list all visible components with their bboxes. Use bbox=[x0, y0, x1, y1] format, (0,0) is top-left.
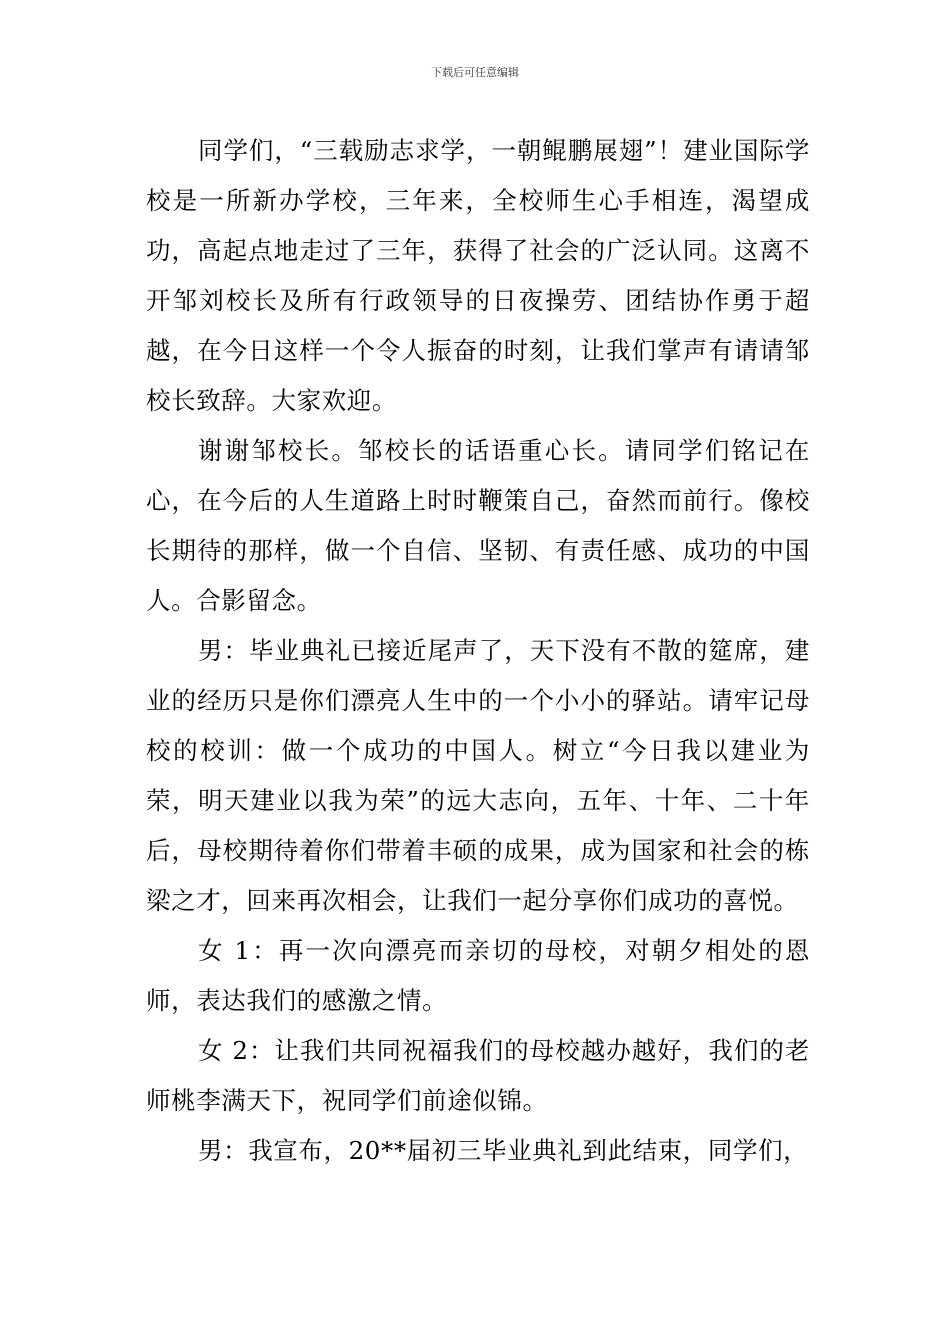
page-header-note: 下载后可任意编辑 bbox=[431, 66, 519, 79]
paragraph-thanks-principal: 谢谢邹校长。邹校长的话语重心长。请同学们铭记在心，在今后的人生道路上时时鞭策自己，奋然而前行。像校长期待的那样，做一个自信、坚韧、有责任感、成功的中国人。合影留念。 bbox=[146, 436, 810, 615]
document-body bbox=[146, 126, 810, 1176]
paragraph-male-closing: 男：毕业典礼已接近尾声了，天下没有不散的筵席，建业的经历只是你们漂亮人生中的一个小小的驿站。请牢记母校的校训：做一个成功的中国人。树立“今日我以建业为荣，明天建业以我为荣”的远大志向，五年、十年、二十年后，母校期待着你们带着丰硕的成果，成为国家和社会的栋梁之才，回来再次相会，让我们一起分享你们成功的喜悦。 bbox=[146, 636, 810, 915]
paragraph-male-announcement: 男：我宣布，20**届初三毕业典礼到此结束，同学们， bbox=[198, 1136, 809, 1165]
paragraph-female-2: 女 2：让我们共同祝福我们的母校越办越好，我们的老师桃李满天下，祝同学们前途似锦。 bbox=[146, 1036, 810, 1115]
paragraph-school-intro: 同学们，“三载励志求学，一朝鲲鹏展翅”！建业国际学校是一所新办学校，三年来，全校师生心手相连，渴望成功，高起点地走过了三年，获得了社会的广泛认同。这离不开邹刘校长及所有行政领导的日夜操劳、团结协作勇于超越，在今日这样一个令人振奋的时刻，让我们掌声有请请邹校长致辞。大家欢迎。 bbox=[146, 136, 810, 415]
paragraph-female-1: 女 1：再一次向漂亮而亲切的母校，对朝夕相处的恩师，表达我们的感激之情。 bbox=[146, 936, 810, 1015]
